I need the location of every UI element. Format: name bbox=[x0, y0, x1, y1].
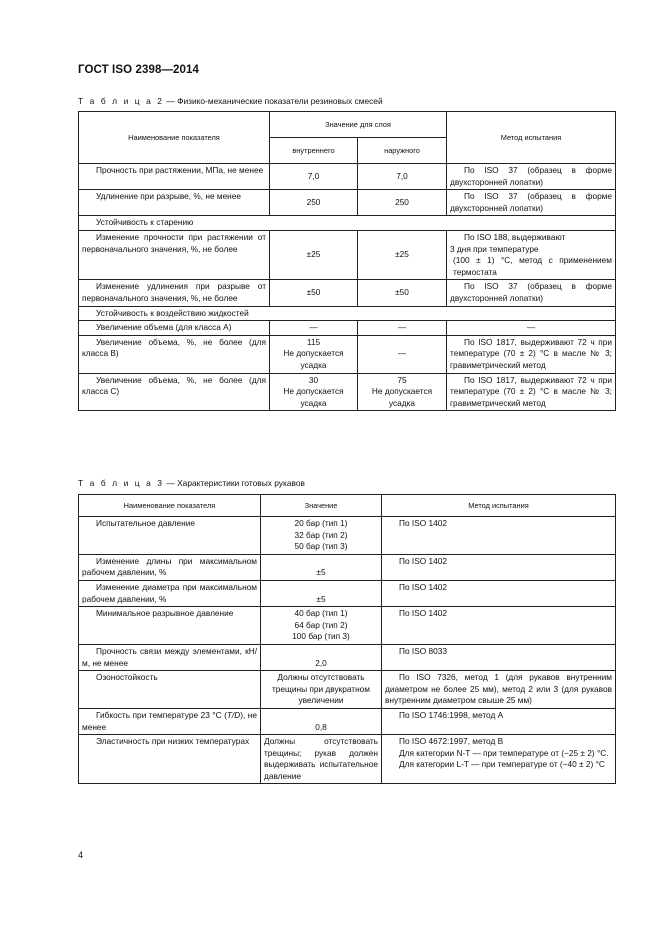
cell-method: По ISO 1402 bbox=[382, 517, 616, 555]
cell-value: ±5 bbox=[261, 554, 382, 580]
cell-value: 2,0 bbox=[261, 644, 382, 670]
cell-value: ±5 bbox=[261, 580, 382, 606]
table2-caption bbox=[78, 96, 383, 106]
value-line: 30 bbox=[308, 374, 319, 385]
cell-method: По ISO 1746:1998, метод А bbox=[382, 708, 616, 734]
table-row bbox=[79, 335, 616, 373]
cell-method: По ISO 1402 bbox=[382, 554, 616, 580]
cell-method: По ISO 1402 bbox=[382, 580, 616, 606]
cell-name: Увеличение объема, %, не более (для класса В) bbox=[79, 335, 270, 373]
table2-header-name: Наименование показателя bbox=[79, 112, 270, 164]
table-row bbox=[79, 230, 616, 279]
name-italic: T/D bbox=[226, 709, 241, 720]
cell-outer: 7,0 bbox=[358, 164, 447, 190]
cell-method: По ISO 37 (образец в форме двухсторонней лопатки) bbox=[447, 280, 616, 306]
table-row bbox=[79, 373, 616, 411]
table-row bbox=[79, 321, 616, 336]
value-line: 64 бар (тип 2) bbox=[294, 619, 348, 630]
cell-outer bbox=[358, 373, 447, 411]
cell-value bbox=[261, 517, 382, 555]
method-line: Для категории L-T — при температуре от (−40 ± 2) °С bbox=[399, 759, 605, 770]
cell-outer: 250 bbox=[358, 190, 447, 216]
section-ageing: Устойчивость к старению bbox=[79, 216, 616, 231]
table-section-row bbox=[79, 216, 616, 231]
cell-name: Прочность связи между элементами, кН/м, не менее bbox=[79, 644, 261, 670]
cell-method: По ISO 1817, выдерживают 72 ч при температуре (70 ± 2) °С в масле № 3; гравиметрический метод bbox=[447, 373, 616, 411]
table3-header-value: Значение bbox=[261, 495, 382, 517]
table2-caption-text: — Физико-механические показатели резиновых смесей bbox=[164, 96, 383, 106]
value-line: усадка bbox=[388, 397, 416, 408]
cell-name bbox=[79, 708, 261, 734]
table2-caption-prefix: Т а б л и ц а 2 bbox=[78, 96, 165, 106]
cell-method: — bbox=[447, 321, 616, 336]
table3 bbox=[78, 494, 616, 784]
table-section-row bbox=[79, 306, 616, 321]
cell-name: Испытательное давление bbox=[79, 517, 261, 555]
table-row bbox=[79, 280, 616, 306]
value-line: Не допускается bbox=[371, 386, 433, 397]
table2-header-inner: внутреннего bbox=[270, 138, 358, 164]
cell-outer: ±25 bbox=[358, 230, 447, 279]
value-line: 32 бар (тип 2) bbox=[294, 529, 348, 540]
value-line: Не допускается bbox=[283, 386, 344, 397]
table3-caption-text: — Характеристики готовых рукавов bbox=[164, 478, 305, 488]
table-row bbox=[79, 671, 616, 709]
cell-name: Изменение прочности при растяжении от первоначального значения, %, не более bbox=[79, 230, 270, 279]
table-row bbox=[79, 164, 616, 190]
cell-method: По ISO 1817, выдерживают 72 ч при температуре (70 ± 2) °С в масле № 3; гравиметрический метод bbox=[447, 335, 616, 373]
method-line: По ISO 4672:1997, метод В bbox=[399, 736, 504, 747]
value-line: 40 бар (тип 1) bbox=[294, 608, 348, 619]
cell-inner: 7,0 bbox=[270, 164, 358, 190]
cell-name: Прочность при растяжении, МПа, не менее bbox=[79, 164, 270, 190]
table-row bbox=[79, 554, 616, 580]
cell-outer: ±50 bbox=[358, 280, 447, 306]
table2-header-method: Метод испытания bbox=[447, 112, 616, 164]
cell-inner: — bbox=[270, 321, 358, 336]
table-row bbox=[79, 708, 616, 734]
page-title: ГОСТ ISO 2398—2014 bbox=[78, 64, 200, 76]
cell-value: Должны отсутствовать трещины; рукав должен выдерживать испытательное давление bbox=[261, 735, 382, 784]
cell-method bbox=[382, 735, 616, 784]
value-line: 50 бар (тип 3) bbox=[294, 541, 348, 552]
table-row bbox=[79, 517, 616, 555]
method-line: Для категории N-T — при температуре от (−25 ± 2) °С. bbox=[399, 747, 609, 758]
table3-header-method: Метод испытания bbox=[382, 495, 616, 517]
cell-method: По ISO 8033 bbox=[382, 644, 616, 670]
cell-value: 0,8 bbox=[261, 708, 382, 734]
value-line: 100 бар (тип 3) bbox=[292, 631, 350, 642]
cell-inner: 250 bbox=[270, 190, 358, 216]
method-line: По ISO 188, выдерживают bbox=[464, 231, 566, 242]
cell-name: Озоностойкость bbox=[79, 671, 261, 709]
table3-header-name: Наименование показателя bbox=[79, 495, 261, 517]
cell-inner: ±50 bbox=[270, 280, 358, 306]
table3-caption bbox=[78, 478, 305, 488]
method-line: (100 ± 1) °С, метод с применением термостата bbox=[453, 255, 612, 277]
value-line: 20 бар (тип 1) bbox=[294, 518, 348, 528]
cell-method: По ISO 37 (образец в форме двухсторонней лопатки) bbox=[447, 190, 616, 216]
cell-inner bbox=[270, 373, 358, 411]
table-row bbox=[79, 607, 616, 645]
table-row bbox=[79, 735, 616, 784]
table-row bbox=[79, 644, 616, 670]
cell-name: Изменение диаметра при максимальном рабочем давлении, % bbox=[79, 580, 261, 606]
table-row bbox=[79, 190, 616, 216]
value-line: Не допускается bbox=[283, 348, 344, 359]
name-part: Гибкость при температуре 23 °С ( bbox=[96, 709, 227, 720]
table2-header-value-group: Значение для слоя bbox=[270, 112, 447, 138]
cell-outer: — bbox=[358, 321, 447, 336]
cell-name: Эластичность при низких температурах bbox=[79, 735, 261, 784]
cell-name: Изменение длины при максимальном рабочем давлении, % bbox=[79, 554, 261, 580]
value-line: усадка bbox=[300, 397, 327, 408]
section-fluids: Устойчивость к воздействию жидкостей bbox=[79, 306, 616, 321]
cell-value bbox=[261, 607, 382, 645]
page-number: 4 bbox=[78, 850, 84, 860]
table2 bbox=[78, 111, 616, 411]
cell-method: По ISO 37 (образец в форме двухсторонней лопатки) bbox=[447, 164, 616, 190]
cell-method: По ISO 7326, метод 1 (для рукавов внутренним диаметром не более 25 мм), метод 2 или 3 (для рукавов внутренним диаметром свыше 25 мм) bbox=[382, 671, 616, 709]
cell-outer: — bbox=[358, 335, 447, 373]
cell-name: Увеличение объема (для класса А) bbox=[79, 321, 270, 336]
method-line: 3 дня при температуре bbox=[450, 243, 539, 254]
value-line: усадка bbox=[300, 359, 327, 370]
table3-caption-prefix: Т а б л и ц а 3 bbox=[78, 478, 165, 488]
cell-inner bbox=[270, 335, 358, 373]
cell-inner: ±25 bbox=[270, 230, 358, 279]
cell-name: Увеличение объема, %, не более (для класса С) bbox=[79, 373, 270, 411]
cell-method bbox=[447, 230, 616, 279]
cell-name: Удлинение при разрыве, %, не менее bbox=[79, 190, 270, 216]
name-part: ), не менее bbox=[82, 709, 257, 732]
table-row bbox=[79, 580, 616, 606]
cell-name: Минимальное разрывное давление bbox=[79, 607, 261, 645]
value-line: 115 bbox=[306, 336, 321, 347]
cell-method: По ISO 1402 bbox=[382, 607, 616, 645]
cell-name: Изменение удлинения при разрыве от первоначального значения, %, не более bbox=[79, 280, 270, 306]
cell-value: Должны отсутствовать трещины при двукратном увеличении bbox=[261, 671, 382, 709]
table2-header-outer: наружного bbox=[358, 138, 447, 164]
value-line: 75 bbox=[397, 374, 407, 385]
